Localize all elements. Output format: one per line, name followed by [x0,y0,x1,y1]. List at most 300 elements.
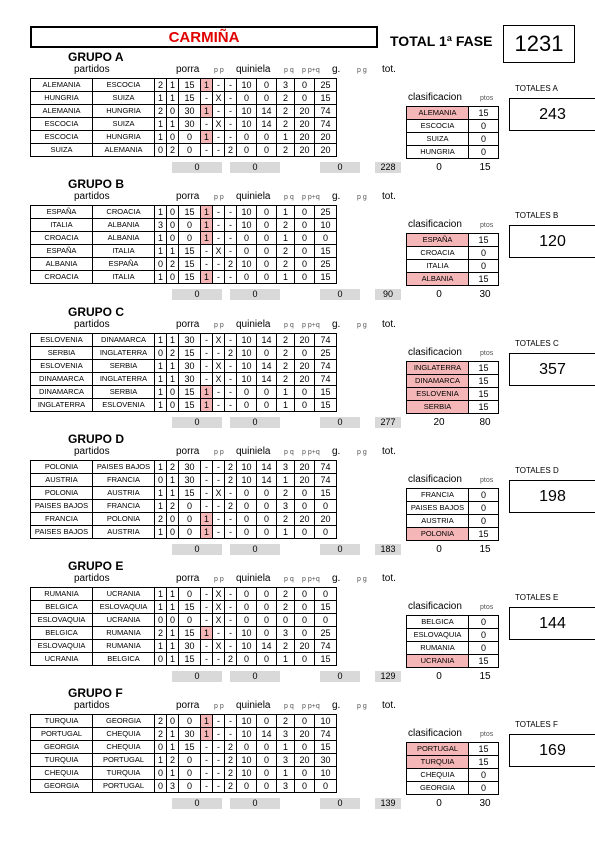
col-quiniela-header: quiniela [236,700,271,711]
match-cell: 2 [277,118,295,131]
match-cell: 0 [237,500,257,513]
matches-table [30,333,337,412]
match-cell: - [213,399,225,412]
team-name: TURQUIA [31,754,93,767]
match-cell: - [225,118,237,131]
match-cell: 1 [277,232,295,245]
col-tot-header: tot. [382,64,396,75]
clasificacion-bonus-points: 15 [479,162,491,173]
clasificacion-team: RUMANIA [407,642,469,655]
clasificacion-row [407,375,499,388]
match-cell: 10 [237,767,257,780]
match-cell: 1 [201,513,213,526]
group-totals-label: TOTALES A [515,84,558,93]
match-cell: - [225,232,237,245]
match-row [31,360,337,373]
team-name: BELGICA [93,653,155,666]
team-name: PAISES BAJOS [31,500,93,513]
match-cell: 0 [257,614,277,627]
match-cell: 30 [179,728,201,741]
match-cell: 15 [315,741,337,754]
sum-pp: 0 [172,162,222,173]
match-cell: 25 [315,258,337,271]
match-cell: X [213,614,225,627]
match-cell: X [213,373,225,386]
match-cell: 0 [315,588,337,601]
col-pp-header: p p [214,194,224,201]
sum-quiniela: 0 [230,671,280,682]
group-totals-label: TOTALES D [515,466,559,475]
match-cell: 2 [225,258,237,271]
clasificacion-team: PAISES BAJOS [407,502,469,515]
group-totals-label: TOTALES F [515,720,558,729]
match-cell: - [213,206,225,219]
match-cell: 2 [277,588,295,601]
match-cell: 20 [315,131,337,144]
team-name: ESPAÑA [31,245,93,258]
clasificacion-team: AUSTRIA [407,515,469,528]
match-row [31,780,337,793]
group-totals-label: TOTALES E [515,593,559,602]
match-cell: 1 [201,105,213,118]
match-row [31,347,337,360]
match-cell: 1 [277,399,295,412]
match-cell: 0 [277,614,295,627]
match-row [31,144,337,157]
match-cell: 0 [257,144,277,157]
col-partidos-header: partidos [74,319,110,330]
match-cell: - [225,206,237,219]
match-cell: 14 [257,728,277,741]
match-cell: 0 [257,131,277,144]
match-cell: - [225,487,237,500]
match-cell: 10 [237,219,257,232]
match-row [31,526,337,539]
match-cell: 1 [201,206,213,219]
match-cell: - [201,754,213,767]
match-cell: 2 [225,767,237,780]
match-cell: 15 [179,601,201,614]
match-cell: 0 [257,627,277,640]
team-name: GEORGIA [31,741,93,754]
match-cell: 10 [315,767,337,780]
col-g-header: g. [332,700,341,711]
group-totals-value: 243 [509,98,595,131]
clasificacion-points: 0 [469,260,499,273]
match-cell: 0 [179,614,201,627]
match-cell: 2 [155,513,167,526]
match-cell: 1 [277,526,295,539]
clasificacion-row [407,146,499,159]
col-partidos-header: partidos [74,64,110,75]
clasificacion-row [407,247,499,260]
match-cell: 3 [277,728,295,741]
match-cell: 0 [257,386,277,399]
clasificacion-team: INGLATERRA [407,362,469,375]
match-cell: 0 [167,232,179,245]
match-cell: - [213,219,225,232]
match-cell: 20 [295,728,315,741]
sum-g: 0 [320,544,360,555]
match-cell: 30 [179,334,201,347]
col-partidos-header: partidos [74,446,110,457]
match-cell: 1 [155,588,167,601]
match-cell: - [213,131,225,144]
match-cell: X [213,92,225,105]
team-name: ESCOCIA [31,118,93,131]
team-name: ITALIA [93,271,155,284]
sum-pp: 0 [172,544,222,555]
match-cell: - [201,487,213,500]
match-cell: 15 [315,271,337,284]
match-cell: 1 [201,526,213,539]
team-name: ESLOVENIA [93,399,155,412]
match-row [31,258,337,271]
clasificacion-bonus-points: 15 [479,671,491,682]
match-cell: 1 [277,206,295,219]
match-cell: - [213,461,225,474]
match-cell: 2 [277,245,295,258]
clasificacion-header: clasificacion [408,219,462,230]
match-cell: 2 [225,461,237,474]
group-title: GRUPO C [68,305,125,319]
match-cell: 15 [315,92,337,105]
match-cell: 15 [179,206,201,219]
group-totals-value: 169 [509,734,595,767]
match-cell: 0 [257,232,277,245]
match-cell: 2 [225,500,237,513]
match-cell: 15 [315,386,337,399]
match-cell: 1 [201,715,213,728]
match-cell: - [225,92,237,105]
team-name: ALBANIA [93,232,155,245]
col-partidos-header: partidos [74,191,110,202]
group-totals-value: 144 [509,607,595,640]
clasificacion-row [407,782,499,795]
match-row [31,232,337,245]
match-cell: - [225,271,237,284]
match-cell: 25 [315,627,337,640]
match-cell: 0 [179,232,201,245]
match-cell: 0 [237,92,257,105]
match-cell: 0 [257,79,277,92]
team-name: UCRANIA [93,588,155,601]
team-name: FRANCIA [31,513,93,526]
clasificacion-header: clasificacion [408,474,462,485]
sum-pp: 0 [172,417,222,428]
match-cell: - [201,245,213,258]
match-cell: X [213,118,225,131]
match-cell: 1 [155,271,167,284]
match-cell: 0 [295,601,315,614]
team-name: SERBIA [31,347,93,360]
match-cell: 74 [315,640,337,653]
match-cell: 0 [167,271,179,284]
match-row [31,105,337,118]
matches-table [30,460,337,539]
match-cell: - [201,92,213,105]
team-name: SUIZA [93,92,155,105]
col-partidos-header: partidos [74,700,110,711]
match-cell: 1 [201,386,213,399]
match-cell: 2 [225,754,237,767]
match-cell: 20 [295,131,315,144]
match-cell: 2 [277,258,295,271]
match-row [31,754,337,767]
team-name: INGLATERRA [31,399,93,412]
match-cell: - [201,461,213,474]
match-cell: 2 [167,258,179,271]
match-cell: 20 [295,334,315,347]
match-cell: 1 [155,245,167,258]
col-tot-header: tot. [382,191,396,202]
col-pp-header: p p [214,67,224,74]
team-name: RUMANIA [93,640,155,653]
team-name: GEORGIA [31,780,93,793]
match-cell: 0 [237,245,257,258]
match-cell: 30 [179,118,201,131]
col-g-header: g. [332,64,341,75]
sum-total: 139 [375,798,401,809]
match-cell: 10 [237,360,257,373]
clasificacion-row [407,515,499,528]
match-cell: X [213,487,225,500]
clasificacion-team: HUNGRIA [407,146,469,159]
match-cell: - [201,741,213,754]
match-cell: 0 [257,715,277,728]
clasificacion-row [407,273,499,286]
match-cell: 0 [257,754,277,767]
clasificacion-bonus: 0 [436,162,442,173]
match-cell: 1 [155,373,167,386]
match-cell: 1 [167,334,179,347]
group-totals-label: TOTALES C [515,339,559,348]
team-name: GEORGIA [93,715,155,728]
match-cell: 0 [167,513,179,526]
match-cell: - [201,601,213,614]
match-cell: 1 [155,386,167,399]
match-cell: 3 [277,79,295,92]
match-cell: 10 [237,728,257,741]
match-cell: - [225,360,237,373]
match-cell: 0 [167,614,179,627]
col-tot-header: tot. [382,446,396,457]
match-cell: 0 [257,653,277,666]
team-name: FRANCIA [93,500,155,513]
match-cell: 15 [179,92,201,105]
team-name: BELGICA [31,627,93,640]
clasificacion-row [407,362,499,375]
team-name: POLONIA [31,461,93,474]
team-name: SERBIA [93,386,155,399]
team-name: POLONIA [93,513,155,526]
match-cell: 1 [167,487,179,500]
col-quiniela-header: quiniela [236,573,271,584]
match-cell: 1 [155,118,167,131]
match-row [31,206,337,219]
match-cell: 0 [257,780,277,793]
match-cell: 1 [201,728,213,741]
col-g-header: g. [332,319,341,330]
match-cell: 0 [257,347,277,360]
match-cell: 0 [237,601,257,614]
match-cell: 1 [155,92,167,105]
match-cell: 15 [315,601,337,614]
match-cell: 0 [295,715,315,728]
match-cell: 1 [277,767,295,780]
match-cell: 15 [179,653,201,666]
match-row [31,399,337,412]
col-quiniela-header: quiniela [236,446,271,457]
team-name: INGLATERRA [93,373,155,386]
match-cell: 0 [155,653,167,666]
col-partidos-header: partidos [74,573,110,584]
match-cell: 1 [167,653,179,666]
match-cell: - [225,334,237,347]
clasificacion-row [407,502,499,515]
clasificacion-points: 0 [469,782,499,795]
team-name: CROACIA [31,232,93,245]
group-e [30,559,590,682]
match-cell: 3 [277,627,295,640]
match-cell: 0 [257,500,277,513]
participant-name: CARMIÑA [30,26,378,48]
match-row [31,461,337,474]
match-cell: 0 [179,526,201,539]
team-name: CHEQUIA [93,741,155,754]
match-cell: 1 [167,741,179,754]
match-cell: 30 [179,105,201,118]
sum-pp: 0 [172,671,222,682]
sum-quiniela: 0 [230,289,280,300]
match-cell: X [213,334,225,347]
match-cell: 0 [237,487,257,500]
clasificacion-points: 15 [469,528,499,541]
match-cell: - [201,334,213,347]
match-cell: - [225,728,237,741]
match-cell: - [213,741,225,754]
match-cell: 20 [295,754,315,767]
team-name: BELGICA [31,601,93,614]
match-row [31,131,337,144]
clasificacion-points: 15 [469,362,499,375]
match-cell: - [225,245,237,258]
clasificacion-row [407,629,499,642]
match-cell: 2 [225,474,237,487]
match-cell: 15 [315,653,337,666]
match-row [31,653,337,666]
match-cell: 0 [295,653,315,666]
match-cell: 1 [155,131,167,144]
match-cell: - [213,767,225,780]
match-cell: - [213,500,225,513]
match-cell: 20 [315,144,337,157]
match-cell: - [213,728,225,741]
sum-g: 0 [320,798,360,809]
col-ppq-header: p p+q [302,449,320,456]
group-a [30,50,590,173]
total-phase-value: 1231 [503,25,575,63]
match-row [31,614,337,627]
match-cell: 0 [237,386,257,399]
team-name: UCRANIA [31,653,93,666]
match-cell: 0 [179,513,201,526]
match-cell: - [213,526,225,539]
match-cell: 2 [277,360,295,373]
match-row [31,245,337,258]
match-cell: 0 [179,754,201,767]
col-tot-header: tot. [382,573,396,584]
match-row [31,728,337,741]
match-cell: 0 [179,588,201,601]
match-cell: 0 [257,526,277,539]
col-pq-header: p q [284,576,294,583]
match-cell: 2 [277,601,295,614]
total-phase-label: TOTAL 1ª FASE [390,33,493,49]
match-cell: 20 [295,373,315,386]
team-name: ESPAÑA [93,258,155,271]
match-cell: 1 [167,601,179,614]
match-cell: 10 [237,640,257,653]
match-cell: 0 [295,741,315,754]
team-name: CROACIA [93,206,155,219]
clasificacion-row [407,616,499,629]
team-name: ESLOVENIA [31,334,93,347]
match-cell: 1 [155,601,167,614]
match-cell: 14 [257,360,277,373]
clasificacion-bonus-points: 30 [479,289,491,300]
match-cell: 0 [237,232,257,245]
match-cell: 0 [295,627,315,640]
match-cell: 1 [277,131,295,144]
group-totals-value: 198 [509,480,595,513]
team-name: CHEQUIA [93,728,155,741]
match-row [31,640,337,653]
clasificacion-points: 15 [469,401,499,414]
clasificacion-team: ITALIA [407,260,469,273]
match-cell: - [201,653,213,666]
match-cell: 10 [237,347,257,360]
clasificacion-team: ESLOVAQUIA [407,629,469,642]
match-cell: 10 [237,105,257,118]
match-cell: 15 [179,487,201,500]
match-cell: 1 [277,653,295,666]
match-cell: 0 [257,487,277,500]
match-cell: 0 [295,347,315,360]
match-cell: - [225,627,237,640]
match-cell: 74 [315,728,337,741]
match-cell: 2 [277,105,295,118]
match-cell: 0 [257,513,277,526]
team-name: PORTUGAL [93,780,155,793]
match-cell: 1 [167,640,179,653]
match-cell: 2 [155,627,167,640]
match-cell: 15 [179,627,201,640]
col-pg-header: p g [357,576,367,583]
match-cell: 0 [295,92,315,105]
match-cell: 0 [315,526,337,539]
match-cell: X [213,588,225,601]
match-cell: X [213,245,225,258]
clasificacion-team: ALEMANIA [407,107,469,120]
match-cell: 1 [277,271,295,284]
clasificacion-row [407,769,499,782]
clasificacion-table [406,106,499,159]
match-cell: 0 [179,144,201,157]
team-name: AUSTRIA [93,487,155,500]
match-cell: 1 [167,728,179,741]
match-cell: 0 [295,588,315,601]
